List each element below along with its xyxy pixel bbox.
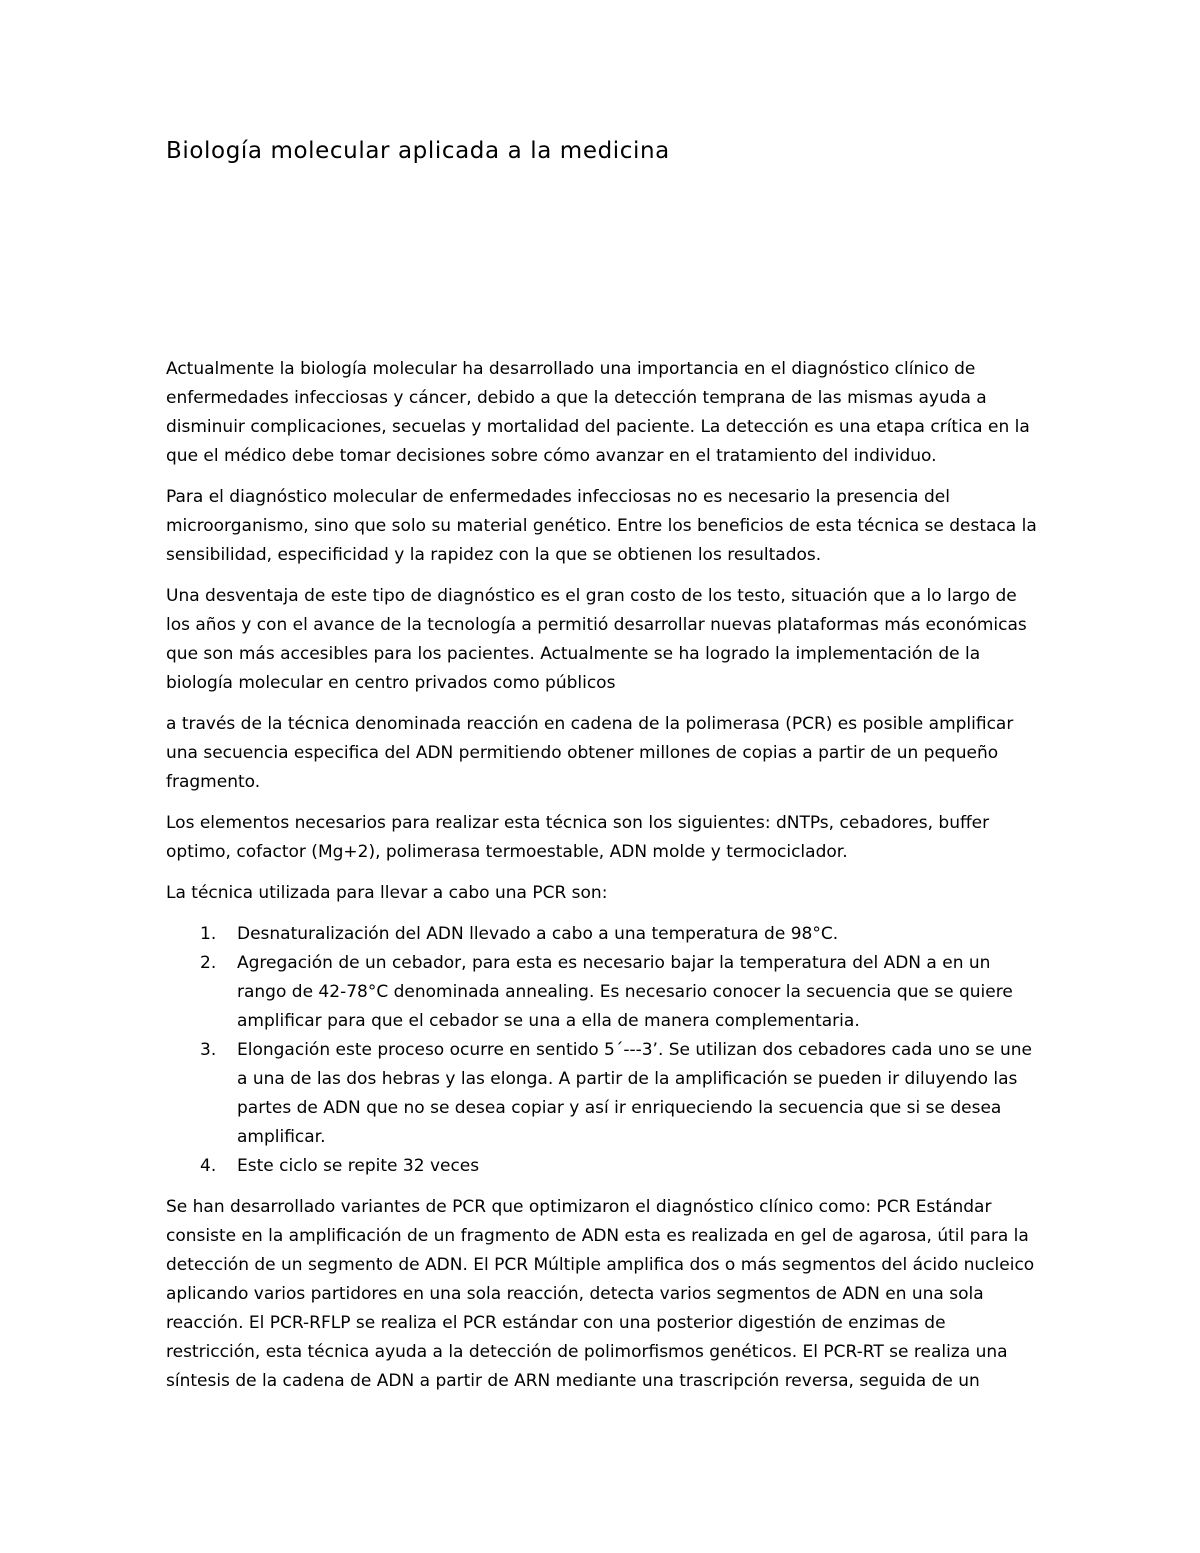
list-item-number: 2. bbox=[200, 953, 217, 973]
list-item-number: 4. bbox=[200, 1156, 217, 1176]
document-body bbox=[166, 355, 1041, 1408]
paragraph-pcr-elements: Los elementos necesarios para realizar esta técnica son los siguientes: dNTPs, cebadores, buffer optimo, cofactor (Mg+2), polimerasa termoestable, ADN molde y termociclador. bbox=[166, 813, 990, 862]
document-title: Biología molecular aplicada a la medicina bbox=[166, 138, 670, 164]
paragraph-intro: Actualmente la biología molecular ha desarrollado una importancia en el diagnóstico clínico de enfermedades infecciosas y cáncer, debido a que la detección temprana de las mismas ayuda a disminuir complicaciones, secuelas y mortalidad del paciente. La detección es una etapa crítica en la que el médico debe tomar decisiones sobre cómo avanzar en el tratamiento del individuo. bbox=[166, 359, 1030, 466]
list-item-number: 3. bbox=[200, 1040, 217, 1060]
list-item-number: 1. bbox=[200, 924, 217, 944]
list-item-text: Desnaturalización del ADN llevado a cabo a una temperatura de 98°C. bbox=[237, 924, 839, 944]
paragraph-pcr-technique: La técnica utilizada para llevar a cabo una PCR son: bbox=[166, 883, 608, 903]
paragraph-pcr-variants: Se han desarrollado variantes de PCR que optimizaron el diagnóstico clínico como: PCR Estándar consiste en la amplificación de un fragmento de ADN esta es realizada en gel de agarosa, útil para la detección de un segmento de ADN. El PCR Múltiple amplifica dos o más segmentos del ácido nucleico aplicando varios partidores en una sola reacción, detecta varios segmentos de ADN en una sola reacción. El PCR-RFLP se realiza el PCR estándar con una posterior digestión de enzimas de restricción, esta técnica ayuda a la detección de polimorfismos genéticos. El PCR-RT se realiza una síntesis de la cadena de ADN a partir de ARN mediante una trascripción reversa, seguida de un bbox=[166, 1197, 1035, 1391]
list-item bbox=[166, 949, 1041, 1036]
paragraph-pcr-intro: a través de la técnica denominada reacción en cadena de la polimerasa (PCR) es posible amplificar una secuencia especifica del ADN permitiendo obtener millones de copias a partir de un pequeño fragmento. bbox=[166, 714, 1014, 792]
list-item-text: Elongación este proceso ocurre en sentido 5´---3’. Se utilizan dos cebadores cada uno se une a una de las dos hebras y las elonga. A partir de la amplificación se pueden ir diluyendo las partes de ADN que no se desea copiar y así ir enriqueciendo la secuencia que si se desea amplificar. bbox=[237, 1040, 1032, 1147]
pcr-steps-list bbox=[166, 920, 1041, 1181]
list-item-text: Agregación de un cebador, para esta es necesario bajar la temperatura del ADN a en un rango de 42-78°C denominada annealing. Es necesario conocer la secuencia que se quiere amplificar para que el cebador se una a ella de manera complementaria. bbox=[237, 953, 1013, 1031]
list-item bbox=[166, 1036, 1041, 1152]
paragraph-cost: Una desventaja de este tipo de diagnóstico es el gran costo de los testo, situación que a lo largo de los años y con el avance de la tecnología a permitió desarrollar nuevas plataformas más económicas que son más accesibles para los pacientes. Actualmente se ha logrado la implementación de la biología molecular en centro privados como públicos bbox=[166, 586, 1027, 693]
paragraph-molecular-diagnosis: Para el diagnóstico molecular de enfermedades infecciosas no es necesario la presencia del microorganismo, sino que solo su material genético. Entre los beneficios de esta técnica se destaca la sensibilidad, especificidad y la rapidez con la que se obtienen los resultados. bbox=[166, 487, 1037, 565]
list-item bbox=[166, 1152, 1041, 1181]
list-item bbox=[166, 920, 1041, 949]
list-item-text: Este ciclo se repite 32 veces bbox=[237, 1156, 480, 1176]
